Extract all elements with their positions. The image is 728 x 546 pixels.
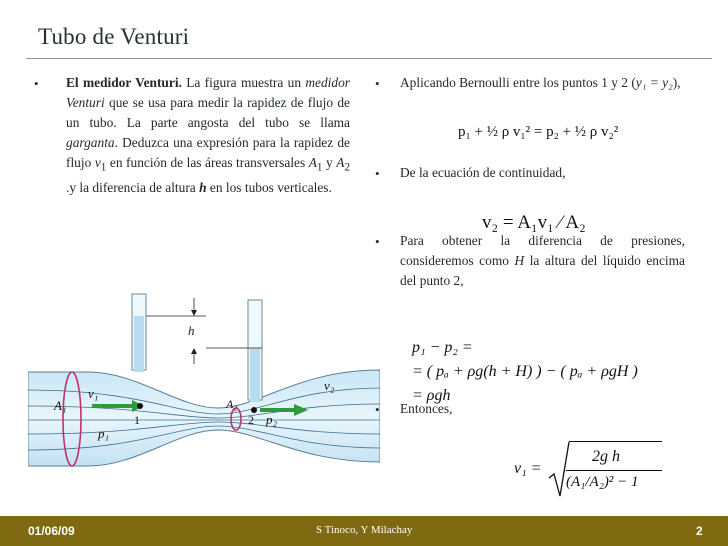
bernoulli-text-end: ), xyxy=(672,75,681,90)
fig-label-v1: v₁ xyxy=(88,386,99,401)
italic-1: medidor Venturi xyxy=(66,75,350,110)
equation-pressure-line3: = ρgh xyxy=(412,387,451,404)
text-7: en los tubos verticales. xyxy=(206,179,332,195)
footer-page-number: 2 xyxy=(696,524,703,538)
bernoulli-text-main: Aplicando Bernoulli entre los puntos 1 y 2 ( xyxy=(400,75,636,90)
slide-title: Tubo de Venturi xyxy=(38,24,190,49)
equation-pressure xyxy=(412,336,638,408)
equation-pressure-line2: = ( pₐ + ρg(h + H) ) − ( pₐ + ρgH ) xyxy=(412,363,638,380)
equation-pressure-line1: p₁ − p₂ = xyxy=(412,339,473,356)
text-1: La figura muestra un xyxy=(181,75,306,90)
pressure-text-1: Para obtener la diferencia de presiones, consideremos como xyxy=(400,233,685,268)
var-v1: v xyxy=(94,155,101,170)
var-H: H xyxy=(514,253,525,268)
text-6: .y la diferencia de altura xyxy=(66,179,200,195)
equation-v1-numerator: 2g h xyxy=(592,448,620,465)
fig-label-a1: A₁ xyxy=(54,398,67,413)
equation-v1-lhs: v₁ = xyxy=(514,460,542,477)
var-a2: A xyxy=(336,155,345,170)
bernoulli-text xyxy=(400,73,685,93)
italic-2: garganta xyxy=(66,135,115,150)
bullet-continuity: • xyxy=(375,166,380,181)
fig-label-h: h xyxy=(188,323,195,338)
fig-label-v2: v₂ xyxy=(324,378,335,393)
equation-continuity: v₂ = A₁v₁ ⁄ A₂ xyxy=(482,212,586,233)
fig-label-2: 2 xyxy=(248,413,254,427)
bullet-result: • xyxy=(375,402,380,417)
footer-date: 01/06/09 xyxy=(28,524,75,538)
equation-bernoulli-text: p₁ + ½ ρ v₁² = p₂ + ½ ρ v₂² xyxy=(458,124,619,140)
fraction-bar xyxy=(566,470,662,471)
var-h: h xyxy=(199,179,207,195)
fig-label-1: 1 xyxy=(134,413,140,427)
footer-bar xyxy=(0,516,728,546)
equation-bernoulli xyxy=(458,124,618,141)
text-5: y xyxy=(322,155,337,170)
bullet-bernoulli: • xyxy=(375,76,380,91)
bernoulli-condition: y₁ = y₂ xyxy=(635,75,673,90)
sqrt-bar xyxy=(569,441,662,442)
fig-label-p2: p₂ xyxy=(266,412,278,427)
text-2: que se usa para medir la rapidez de flujo de un tubo. La parte angosta del tubo se llama xyxy=(66,95,350,130)
bullet-pressure: • xyxy=(375,234,380,249)
fig-label-p1: p₁ xyxy=(98,426,110,441)
title-divider xyxy=(26,58,712,59)
var-v1-sub: 1 xyxy=(100,161,107,174)
left-paragraph xyxy=(66,73,350,198)
pressure-text-2: la altura del líquido encima del punto 2, xyxy=(400,253,685,288)
pressure-text xyxy=(400,231,685,291)
var-a1: A xyxy=(308,155,317,170)
text-4: en función de las áreas transversales xyxy=(106,155,309,170)
continuity-text: De la ecuación de continuidad, xyxy=(400,165,566,180)
text-3: . Deduzca una expresión para la rapidez de flujo xyxy=(66,135,350,170)
result-text: Entonces, xyxy=(400,401,453,416)
fig-label-a2: A₂ xyxy=(226,397,238,411)
equation-v1-denominator: (A₁/A₂)² − 1 xyxy=(566,474,639,490)
venturi-figure xyxy=(28,290,380,495)
footer-authors: S Tinoco, Y Milachay xyxy=(316,524,413,536)
var-a2-sub: 2 xyxy=(344,161,351,174)
var-a1-sub: 1 xyxy=(316,161,323,174)
lead-bold: El medidor Venturi. xyxy=(66,75,182,90)
bullet-left: • xyxy=(34,76,39,91)
